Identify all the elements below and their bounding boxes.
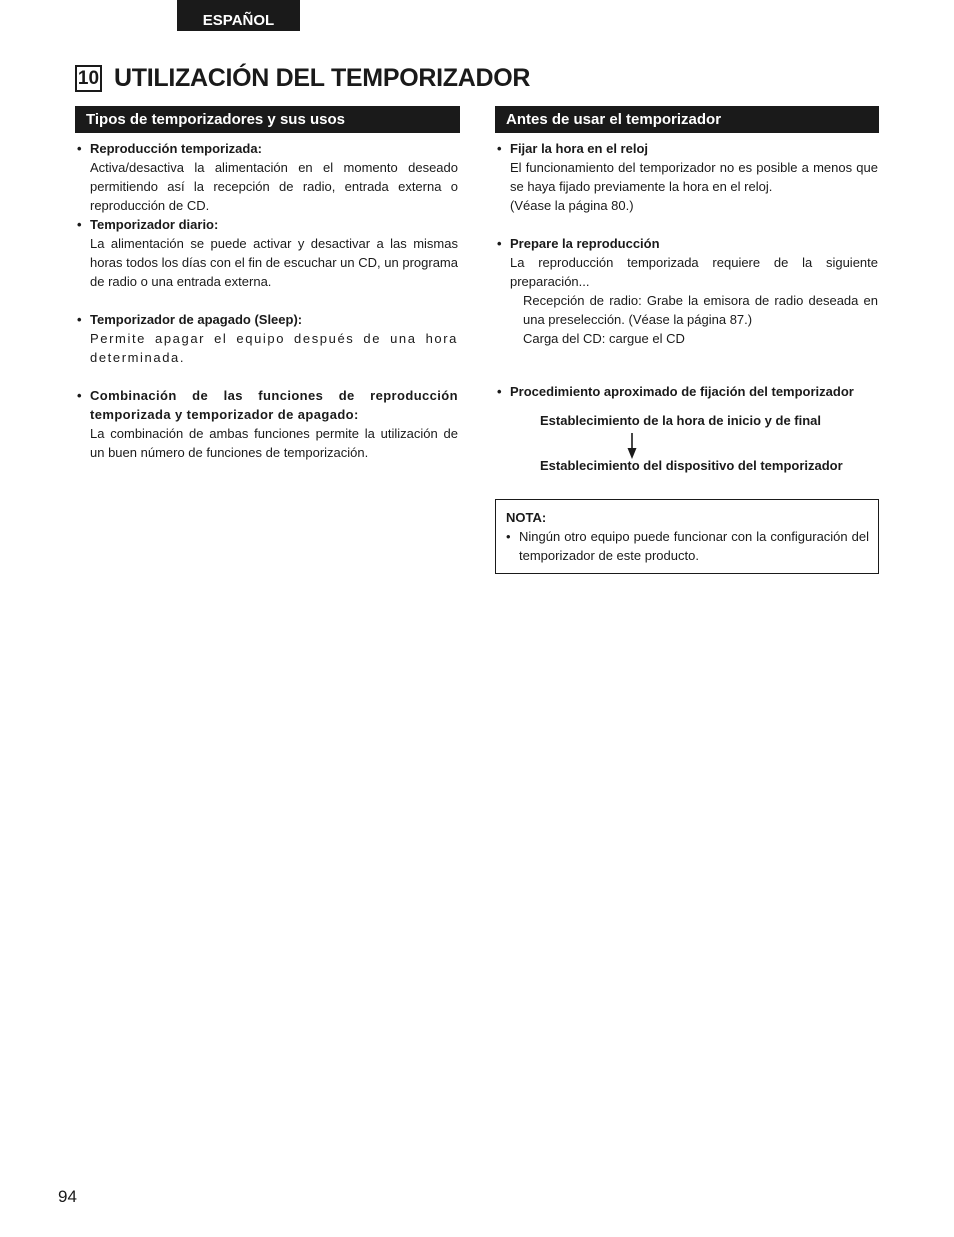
item-heading: • Combinación de las funciones de reproducción temporizada y temporizador de apagado: [75,386,458,424]
right-section-title: Antes de usar el temporizador [495,106,879,133]
list-item [75,386,458,462]
item-text: La alimentación se puede activar y desactivar a las mismas horas todos los días con el fin de escuchar un CD, un programa de radio o una entrada externa. [90,236,458,289]
note-box [495,499,879,574]
note-text: • Ningún otro equipo puede funcionar con la configuración del temporizador de este producto. [506,527,869,565]
item-text: La combinación de ambas funciones permite la utilización de un buen número de funciones de temporización. [90,426,458,460]
item-subtext: Recepción de radio: Grabe la emisora de radio deseada en una preselección. (Véase la página 87.) [523,293,878,327]
item-text: Activa/desactiva la alimentación en el momento deseado permitiendo así la recepción de radio, entrada externa o reproducción de CD. [90,160,458,213]
list-item [75,215,458,291]
item-text: El funcionamiento del temporizador no es posible a menos que se haya fijado previamente la hora en el reloj. [510,160,878,194]
chapter-number: 10 [75,65,102,92]
item-heading: • Temporizador diario: [75,215,458,234]
item-heading: • Fijar la hora en el reloj [495,139,878,158]
list-item [75,310,458,367]
list-item [495,234,878,348]
procedure-item [495,382,878,401]
arrow-down-icon [627,433,637,459]
page-header [75,64,530,93]
page-number: 94 [58,1187,77,1206]
flow-step-start-end-time: Establecimiento de la hora de inicio y de final [540,413,822,428]
item-subtext: Carga del CD: cargue el CD [523,331,685,346]
item-text: (Véase la página 80.) [510,198,634,213]
item-text: La reproducción temporizada requiere de la siguiente preparación... [510,255,878,289]
language-tab: ESPAÑOL [177,0,300,31]
item-text: Permite apagar el equipo después de una hora determinada. [90,331,458,365]
left-section-title: Tipos de temporizadores y sus usos [75,106,460,133]
item-heading: • Procedimiento aproximado de fijación del temporizador [495,382,878,401]
left-section-body [75,139,458,462]
item-heading: • Temporizador de apagado (Sleep): [75,310,458,329]
list-item [495,139,878,215]
item-heading: • Reproducción temporizada: [75,139,458,158]
right-section-body [495,139,878,348]
list-item [75,139,458,215]
flow-step-timer-device: Establecimiento del dispositivo del temporizador [540,458,843,473]
note-title: NOTA: [506,510,547,525]
page-title: UTILIZACIÓN DEL TEMPORIZADOR [114,64,531,92]
item-heading: • Prepare la reproducción [495,234,878,253]
